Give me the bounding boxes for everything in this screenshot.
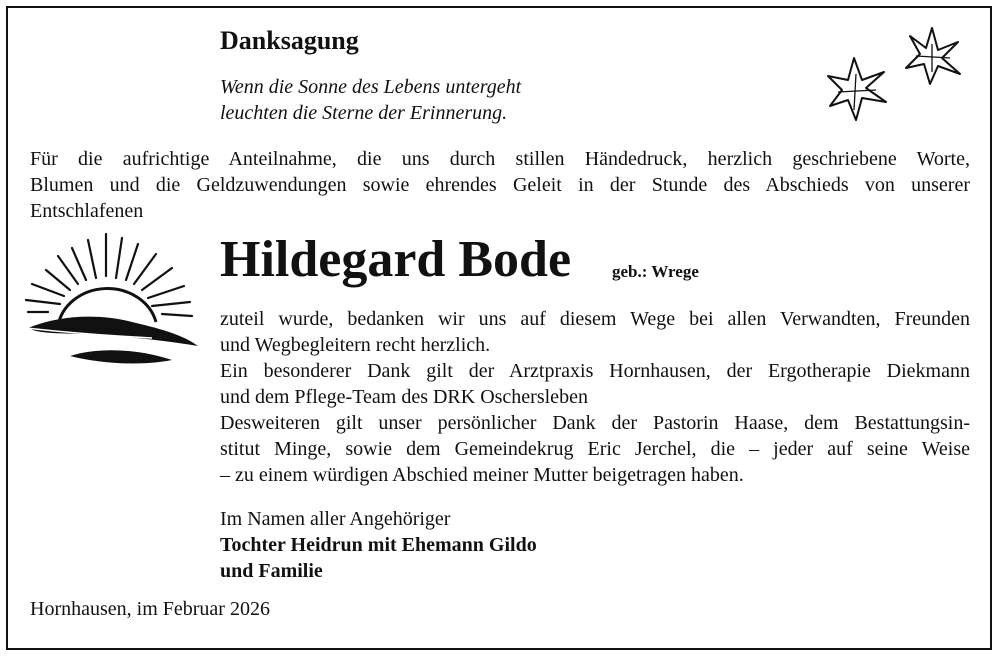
body-line-3: Ein besonderer Dank gilt der Arztpraxis Hornhausen, der Ergotherapie Diekmann xyxy=(220,360,970,382)
body-text xyxy=(220,306,970,488)
body-line-5: Desweiteren gilt unser persönlicher Dank der Pastorin Haase, dem Bestattungsin- xyxy=(220,412,970,434)
deceased-name: Hildegard Bode xyxy=(220,231,572,288)
place-date: Hornhausen, im Februar 2026 xyxy=(30,598,270,620)
body-line-2: und Wegbegleitern recht herzlich. xyxy=(220,334,491,356)
intro-line-3: Entschlafenen xyxy=(30,200,144,222)
quote-line-2: leuchten die Sterne der Erinnerung. xyxy=(220,102,508,124)
intro-line-1: Für die aufrichtige Anteilnahme, die uns durch stillen Händedruck, herzlich geschriebene Worte, xyxy=(30,148,970,170)
body-line-6: stitut Minge, sowie dem Gemeindekrug Eric Jerchel, die – jeder auf seine Weise xyxy=(220,438,970,460)
signature xyxy=(220,506,537,584)
quote-line-1: Wenn die Sonne des Lebens untergeht xyxy=(220,76,522,98)
intro-line-2: Blumen und die Geldzuwendungen sowie ehrendes Geleit in der Stunde des Abschieds von unserer xyxy=(30,174,970,196)
heading: Danksagung xyxy=(220,26,359,55)
signature-line-1: Tochter Heidrun mit Ehemann Gildo xyxy=(220,534,537,556)
signature-line-2: und Familie xyxy=(220,560,323,582)
signature-intro: Im Namen aller Angehöriger xyxy=(220,508,451,530)
quote xyxy=(220,74,521,126)
body-line-7: – zu einem würdigen Abschied meiner Mutter beigetragen haben. xyxy=(220,464,744,486)
maiden-name: geb.: Wrege xyxy=(612,262,699,281)
body-line-1: zuteil wurde, bedanken wir uns auf diesem Wege bei allen Verwandten, Freunden xyxy=(220,308,970,330)
sunset-icon xyxy=(22,230,202,370)
intro-text xyxy=(30,146,970,224)
stars-icon xyxy=(826,22,966,132)
body-line-4: und dem Pflege-Team des DRK Oschersleben xyxy=(220,386,588,408)
